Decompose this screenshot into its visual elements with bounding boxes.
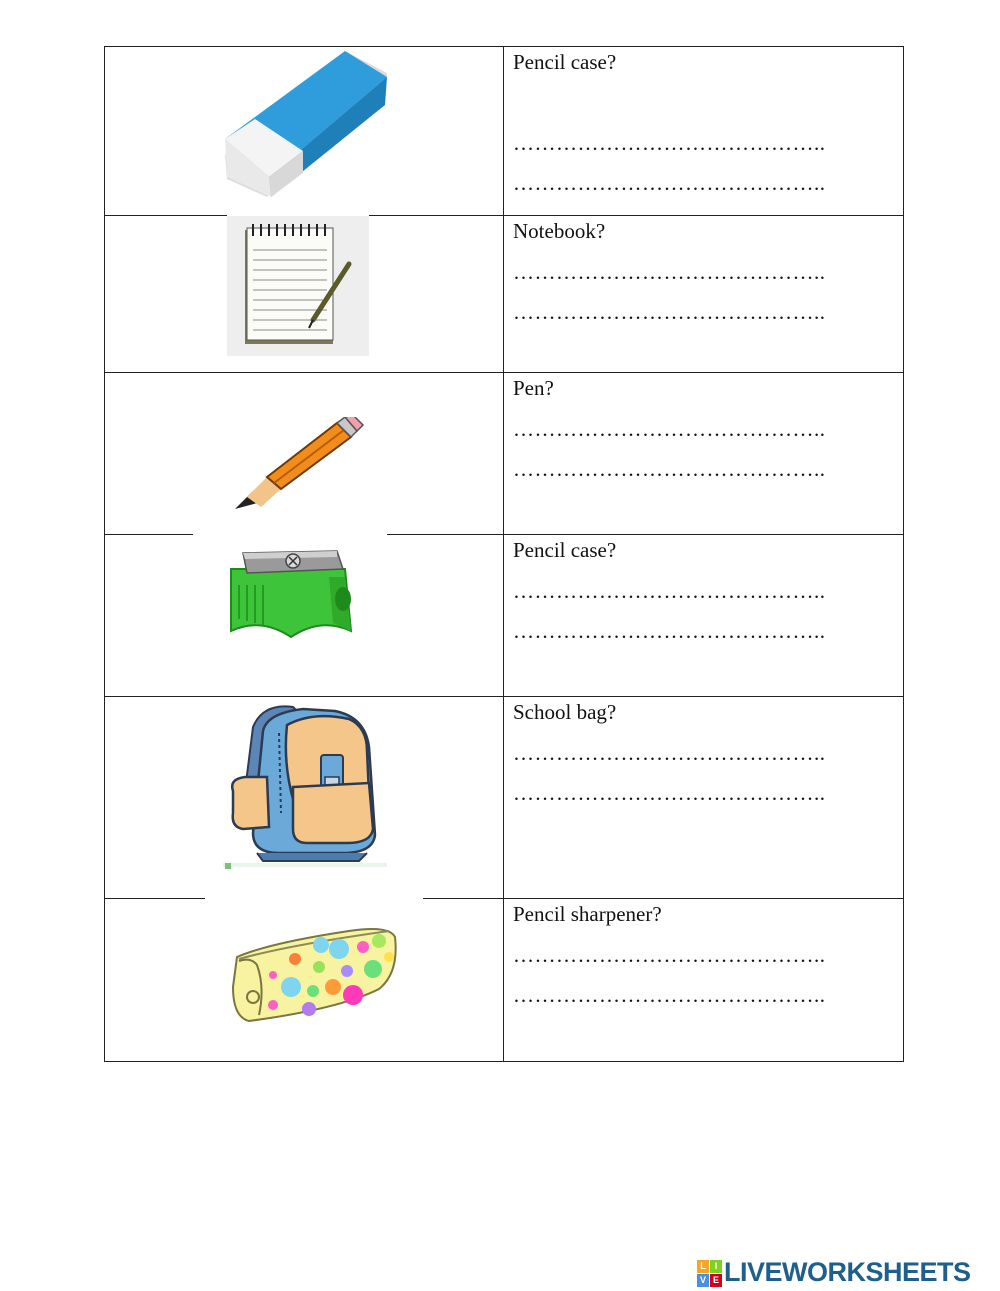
answer-cell — [505, 535, 903, 696]
question-label: Pencil sharpener? — [513, 902, 662, 926]
answer-cell — [505, 373, 903, 534]
table-row — [105, 215, 903, 372]
table-row — [105, 696, 903, 898]
question-label: Notebook? — [513, 219, 606, 243]
answer-line[interactable]: …………………………………….. — [513, 781, 826, 805]
answer-cell — [505, 899, 903, 1061]
table-row — [105, 534, 903, 696]
answer-cell — [505, 216, 903, 372]
answer-line[interactable]: …………………………………….. — [513, 131, 826, 155]
table-row — [105, 47, 903, 215]
question-label: Pencil case? — [513, 538, 617, 562]
image-cell — [105, 535, 504, 696]
answer-line[interactable]: …………………………………….. — [513, 579, 826, 603]
image-cell — [105, 216, 504, 372]
image-cell — [105, 47, 504, 215]
answer-line[interactable]: …………………………………….. — [513, 943, 826, 967]
worksheet-table — [104, 46, 904, 1062]
sharpener-icon — [225, 541, 355, 647]
image-cell — [105, 697, 504, 898]
logo-mark-letter: I — [710, 1260, 722, 1273]
answer-cell — [505, 47, 903, 215]
logo-mark-letter: L — [697, 1260, 709, 1273]
table-row — [105, 898, 903, 1061]
logo-mark-letter: E — [710, 1274, 722, 1287]
answer-line[interactable]: …………………………………….. — [513, 417, 826, 441]
eraser-icon — [217, 47, 393, 203]
answer-line[interactable]: …………………………………….. — [513, 741, 826, 765]
pencil-pouch-icon — [229, 917, 401, 1027]
brand-name: LIVEWORKSHEETS — [724, 1257, 971, 1287]
logo-mark-icon — [697, 1260, 721, 1286]
table-row — [105, 372, 903, 534]
answer-line[interactable]: …………………………………….. — [513, 457, 826, 481]
liveworksheets-logo — [697, 1257, 971, 1288]
pencil-icon — [233, 417, 365, 511]
answer-line[interactable]: …………………………………….. — [513, 983, 826, 1007]
logo-mark-letter: V — [697, 1274, 709, 1287]
answer-line[interactable]: …………………………………….. — [513, 260, 826, 284]
question-label: School bag? — [513, 700, 617, 724]
answer-line[interactable]: …………………………………….. — [513, 619, 826, 643]
question-label: Pen? — [513, 376, 554, 400]
backpack-icon — [223, 703, 387, 875]
answer-cell — [505, 697, 903, 898]
answer-line[interactable]: …………………………………….. — [513, 300, 826, 324]
question-label: Pencil case? — [513, 50, 617, 74]
image-cell — [105, 899, 504, 1061]
notebook-icon — [227, 216, 369, 356]
answer-line[interactable]: …………………………………….. — [513, 171, 826, 195]
image-cell — [105, 373, 504, 534]
